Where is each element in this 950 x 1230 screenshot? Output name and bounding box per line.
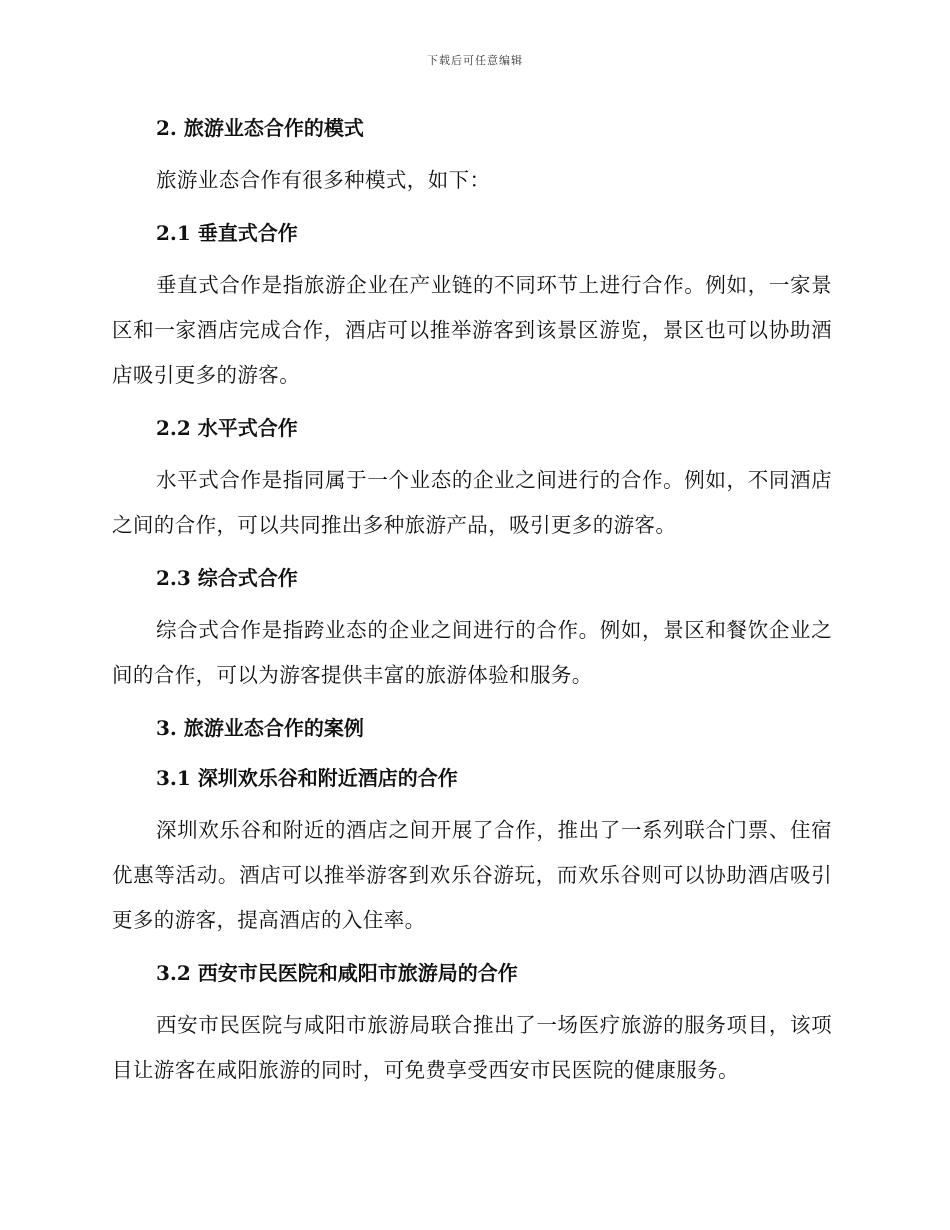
- paragraph-comprehensive: 综合式合作是指跨业态的企业之间进行的合作。例如，景区和餐饮企业之间的合作，可以为游客提供丰富的旅游体验和服务。: [112, 618, 832, 687]
- paragraph-intro: 旅游业态合作有很多种模式，如下：: [156, 168, 491, 192]
- paragraph-vertical: 垂直式合作是指旅游企业在产业链的不同环节上进行合作。例如，一家景区和一家酒店完成合作，酒店可以推举游客到该景区游览，景区也可以协助酒店吸引更多的游客。: [112, 273, 832, 387]
- section-heading-3: 3. 旅游业态合作的案例: [156, 716, 364, 740]
- subsection-heading-2-3: 2.3 综合式合作: [156, 566, 298, 590]
- subsection-heading-2-1: 2.1 垂直式合作: [156, 221, 298, 245]
- paragraph-horizontal: 水平式合作是指同属于一个业态的企业之间进行的合作。例如，不同酒店之间的合作，可以共同推出多种旅游产品，吸引更多的游客。: [112, 468, 832, 537]
- document-body: [112, 108, 832, 1093]
- subsection-heading-2-2: 2.2 水平式合作: [156, 416, 298, 440]
- paragraph-case-xian: 西安市民医院与咸阳市旅游局联合推出了一场医疗旅游的服务项目，该项目让游客在咸阳旅游的同时，可免费享受西安市民医院的健康服务。: [112, 1013, 832, 1082]
- paragraph-case-shenzhen: 深圳欢乐谷和附近的酒店之间开展了合作，推出了一系列联合门票、住宿优惠等活动。酒店可以推举游客到欢乐谷游玩，而欢乐谷则可以协助酒店吸引更多的游客，提高酒店的入住率。: [112, 818, 832, 932]
- subsection-heading-3-2: 3.2 西安市民医院和咸阳市旅游局的合作: [156, 961, 518, 985]
- header-note: 下载后可任意编辑: [427, 54, 523, 67]
- section-heading-2: 2. 旅游业态合作的模式: [156, 116, 364, 140]
- subsection-heading-3-1: 3.1 深圳欢乐谷和附近酒店的合作: [156, 766, 458, 790]
